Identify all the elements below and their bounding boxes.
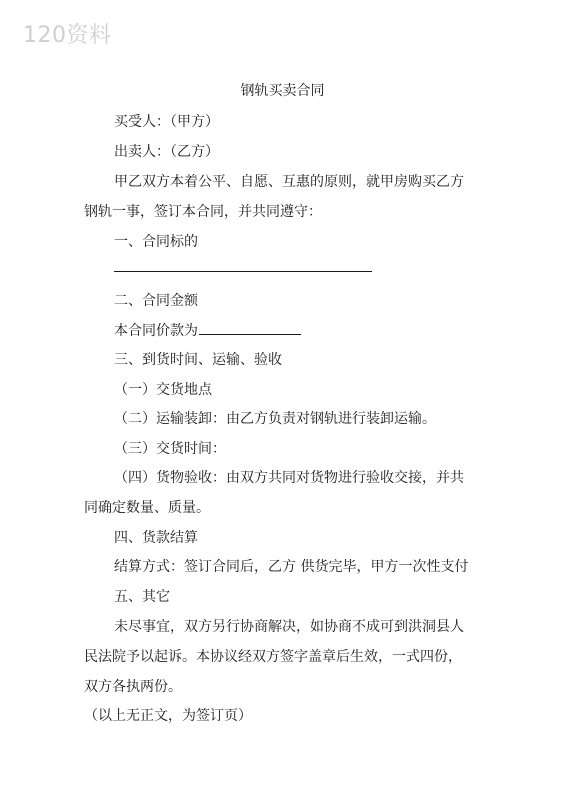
item-3: （三）交货时间： [114, 441, 226, 457]
buyer-line: 买受人：（甲方） [114, 114, 219, 130]
document-title: 钢轨买卖合同 [240, 83, 325, 99]
payment-line: 结算方式：签订合同后，乙方 供货完毕，甲方一次性支付 [114, 559, 469, 575]
price-line [114, 320, 301, 340]
end-note: （以上无正文，为签订页） [84, 708, 252, 724]
item-2: （二）运输装卸：由乙方负责对钢轨进行装卸运输。 [114, 411, 436, 427]
intro-line-2: 钢轨一事，签订本合同，并共同遵守： [84, 204, 322, 220]
section-4-heading: 四、货款结算 [114, 530, 198, 546]
price-blank [199, 322, 301, 335]
subject-blank-line [114, 271, 372, 272]
other-line-1: 未尽事宜，双方另行协商解决，如协商不成可到洪洞县人 [114, 619, 464, 635]
section-5-heading: 五、其它 [114, 589, 170, 605]
intro-line-1: 甲乙双方本着公平、自愿、互惠的原则，就甲房购买乙方 [114, 174, 464, 190]
other-line-3: 双方各执两份。 [84, 679, 182, 695]
section-1-heading: 一、合同标的 [114, 234, 198, 250]
price-label: 本合同价款为 [114, 323, 198, 339]
section-2-heading: 二、合同金额 [114, 293, 198, 309]
item-1: （一）交货地点 [114, 382, 212, 398]
section-3-heading: 三、到货时间、运输、验收 [114, 352, 282, 368]
other-line-2: 民法院予以起诉。本协议经双方签字盖章后生效，一式四份， [84, 649, 462, 665]
item-4-line-1: （四）货物验收：由双方共同对货物进行验收交接，并共 [114, 470, 464, 486]
watermark: 120资料 [23, 23, 112, 48]
item-4-line-2: 同确定数量、质量。 [84, 500, 210, 516]
seller-line: 出卖人：（乙方） [114, 144, 219, 160]
